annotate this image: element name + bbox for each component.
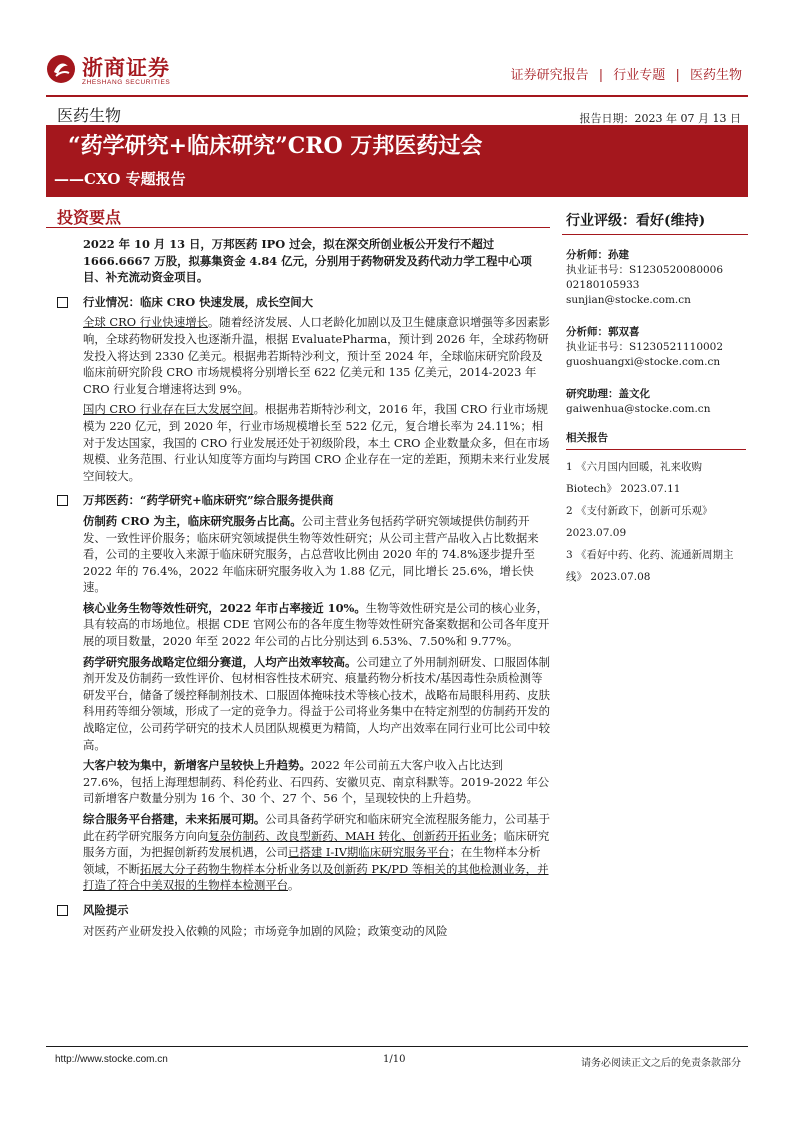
rating-divider [562, 234, 748, 235]
paragraph-text: 公司主营业务包括药学研究领域提供仿制药开发、一致性评价服务；临床研究领域提供生物等效性研究；从公司主营产品收入占比数据来看，公司的主要收入来源于临床研究服务，占总营收比例由 2020 年的 74.8%逐步提升至 2022 年的 76.4%，2022 年临床研究服务收入为 1.88 亿元，同比增长 25.6%，增长快速。 [83, 513, 539, 595]
section-company-heading [57, 492, 551, 509]
page-number: 1/10 [383, 1054, 406, 1065]
link-pharma-bio[interactable]: 医药生物 [689, 68, 742, 83]
footer-website-link[interactable]: http://www.stocke.com.cn [55, 1054, 168, 1065]
report-date: 报告日期：2023 年 07 月 13 日 [579, 112, 741, 125]
underlined-lead: 全球 CRO 行业快速增长 [83, 315, 208, 330]
related-report-item[interactable]: 3 《看好中药、化药、流通新周期主线》 2023.07.08 [566, 549, 734, 583]
industry-rating: 行业评级：看好(维持) [566, 213, 706, 229]
underlined-text: 已搭建 I-IV期临床研究服务平台 [288, 845, 450, 860]
investment-highlights-body [57, 236, 551, 939]
checkbox-bullet-icon [57, 905, 68, 916]
analyst-cert: 执业证书号：S1230521110002 [566, 341, 724, 353]
underlined-text: 复杂仿制药、改良型新药、MAH 转化、创新药开拓业务 [208, 828, 493, 843]
report-title: “药学研究+临床研究”CRO 万邦医药过会 [68, 133, 483, 159]
related-report-item[interactable]: 1 《六月国内回暖，礼来收购 Biotech》 2023.07.11 [566, 461, 703, 495]
assistant-email[interactable]: gaiwenhua@stocke.com.cn [566, 403, 711, 415]
footer-divider [46, 1046, 748, 1047]
link-research-report[interactable]: 证券研究报告 [510, 68, 589, 83]
bold-lead: 综合服务平台搭建，未来拓展可期。 [83, 812, 266, 826]
underlined-lead: 国内 CRO 行业存在巨大发展空间 [83, 402, 254, 417]
bold-lead: 大客户较为集中，新增客户呈较快上升趋势。 [83, 758, 311, 773]
section-title: 万邦医药：“药学研究+临床研究”综合服务提供商 [83, 493, 334, 508]
checkbox-bullet-icon [57, 495, 68, 506]
company-paragraph-3 [57, 654, 551, 754]
bold-lead: 核心业务生物等效性研究，2022 年市占率接近 10%。 [83, 600, 366, 615]
section-risk-heading [57, 902, 551, 919]
analyst-cert: 执业证书号：S1230520080006 [566, 264, 724, 276]
footer-disclaimer: 请务必阅读正文之后的免责条款部分 [581, 1058, 741, 1069]
bold-lead: 仿制药 CRO 为主，临床研究服务占比高。 [83, 513, 302, 528]
paragraph-text: 。随着经济发展、人口老龄化加剧以及卫生健康意识增强等多因素影响，全球药物研发投入也逐渐升温，根据 EvaluatePharma，预计到 2026 年，全球药物研发投入将达到 2330 亿美元。根据弗若斯特沙利文，预计至 2024 年，全球临床研究阶段及临床前研究阶段 CRO 市场规模将分别增长至 622 亿美元和 135 亿美元，2014-2023 年 CRO 行业复合增速将达到 9%。 [83, 315, 550, 396]
related-reports-heading: 相关报告 [566, 432, 608, 444]
paragraph-text: 生物等效性研究是公司的核心业务，具有较高的市场地位。根据 CDE 官网公布的各年度生物等效性研究备案数据和公司各年度开展的项目数量，2020 年至 2022 年公司的占比分别达到 6.53%、7.50%和 9.77%。 [83, 600, 550, 649]
header-divider [46, 95, 748, 97]
company-paragraph-2 [57, 600, 551, 650]
investment-highlights-heading: 投资要点 [57, 208, 122, 227]
paragraph-text: 公司具备药学研究和临床研究全流程服务能力，公司基于此在药学研究服务方向向 [83, 812, 551, 843]
company-paragraph-1 [57, 513, 551, 596]
checkbox-bullet-icon [57, 297, 68, 308]
analyst-name: 分析师：孙建 [566, 249, 629, 261]
analyst-2 [566, 325, 746, 370]
analyst-email[interactable]: sunjian@stocke.com.cn [566, 294, 691, 306]
analyst-email[interactable]: guoshuangxi@stocke.com.cn [566, 356, 721, 368]
paragraph-text: 。根据弗若斯特沙利文，2016 年，我国 CRO 行业市场规模为 220 亿元，到 2020 年，行业市场规模增长至 522 亿元，复合增长率为 24.11%；相对于发达国家，我国的 CRO 行业发展还处于初级阶段，本土 CRO 企业数量众多，但在市场规模、业务范围、行业认知度等方面均与跨国 CRO 企业存在一定的差距，预期未来行业发展空间较大。 [83, 402, 550, 483]
related-report-item[interactable]: 2 《支付新政下，创新可乐观》 2023.07.09 [566, 505, 713, 539]
section-title: 风险提示 [83, 902, 129, 917]
analyst-1 [566, 248, 746, 308]
industry-rating-box [562, 205, 748, 231]
analyst-sidebar [566, 248, 746, 588]
link-separator: | [598, 68, 604, 83]
industry-paragraph-2 [57, 401, 551, 484]
section-divider [46, 227, 550, 228]
header-category-links [511, 64, 742, 83]
risk-paragraph: 对医药产业研发投入依赖的风险；市场竞争加剧的风险；政策变动的风险 [83, 923, 448, 938]
section-industry-heading [57, 294, 551, 311]
industry-paragraph-1 [57, 314, 551, 397]
title-banner [46, 125, 748, 197]
brand-logo-icon [46, 54, 76, 84]
company-paragraph-4 [57, 757, 551, 807]
section-title: 行业情况：临床 CRO 快速发展，成长空间大 [83, 294, 314, 309]
link-industry-topic[interactable]: 行业专题 [613, 68, 666, 83]
company-paragraph-5 [57, 811, 551, 894]
related-divider [566, 449, 746, 450]
analyst-name: 分析师：郭双喜 [566, 326, 640, 338]
research-assistant [566, 387, 746, 417]
paragraph-text: ；临床研究服务方面，为把握创新药发展机遇，公司 [83, 828, 550, 860]
industry-section-label: 医药生物 [57, 106, 122, 125]
paragraph-text: 。 [288, 878, 300, 893]
paragraph-text: 2022 年公司前五大客户收入占比达到 27.6%，包括上海理想制药、科伦药业、石四药、安徽贝克、南京科默等。2019-2022 年公司新增客户数量分别为 16 个、30 个、27 个、56 个，呈现较快的上升趋势。 [83, 758, 550, 806]
report-subtitle: ——CXO 专题报告 [54, 170, 186, 188]
brand-logo-english: ZHESHANG SECURITIES [82, 79, 171, 86]
underlined-text: 拓展大分子药物生物样本分析业务以及创新药 PK/PD 等相关的其他检测业务，并打造了符合中美双报的生物样本检测平台 [83, 861, 549, 893]
assistant-name: 研究助理：盖文化 [566, 388, 650, 400]
brand-logo-text: 浙商证券 [82, 56, 170, 80]
paragraph-text: 公司建立了外用制剂研发、口服固体制剂开发及仿制药一致性评价、包材相容性技术研究、痕量药物分析技术/基因毒性杂质检测等研发平台，储备了缓控释制剂技术、口服固体掩味技术等核心技术，战略布局眼科用药、皮肤科用药等细分领域，形成了一定的竞争力。得益于公司将业务集中在特定剂型的仿制药开发的战略定位，公司药学研究的技术人员团队规模更为精简，人均产出效率在同行业可比公司中较高。 [83, 654, 551, 752]
bold-lead: 药学研究服务战略定位细分赛道，人均产出效率较高。 [83, 654, 357, 669]
paragraph-text: ；在生物样本分析领域，不断 [83, 845, 541, 876]
intro-paragraph: 2022 年 10 月 13 日，万邦医药 IPO 过会，拟在深交所创业板公开发行不超过 1666.6667 万股，拟募集资金 4.84 亿元，分别用于药物研发及药代动力学工程中心项目、补充流动资金项目。 [83, 237, 532, 285]
analyst-phone: 02180105933 [566, 279, 640, 291]
link-separator: | [675, 68, 680, 83]
